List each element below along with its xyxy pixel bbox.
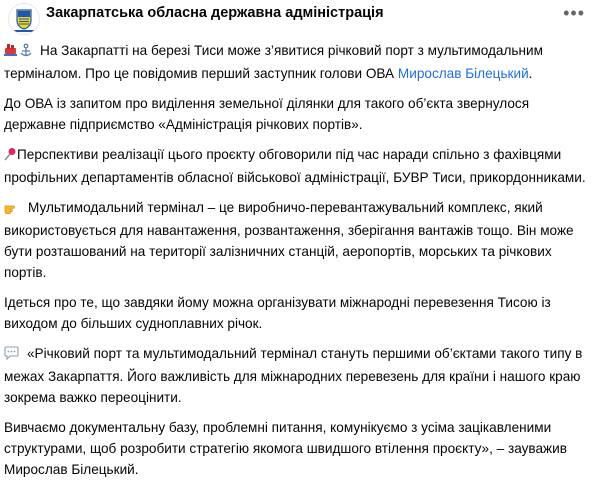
paragraph-4 — [4, 197, 592, 283]
paragraph-3-text: Перспективи реалізації цього проєкту обговорили під час наради спільно з фахівцями профільних департаментів обласної військової адміністрації, БУВР Тиси, прикордонниками. — [4, 147, 586, 185]
paragraph-1-text: На Закарпатті на березі Тиси може з’явитися річковий порт з мультимодальним терміналом. Про це повідомив перший заступник голови ОВА — [4, 43, 543, 81]
ship-anchor-icon — [4, 42, 34, 63]
post-header — [0, 0, 601, 36]
paragraph-4-text: Мультимодальний термінал – це виробничо-перевантажувальний комплекс, який використовується для навантаження, розвантаження, зберігання вантажів тощо. Він може бути розташований на території залізничних станцій, аеропортів, морських та річкових портів. — [4, 200, 574, 280]
speech-bubble-icon — [4, 345, 19, 366]
page-name[interactable]: Закарпатська обласна державна адміністрація — [46, 5, 384, 21]
paragraph-2: До ОВА із запитом про виділення земельної ділянки для такого об’єкта звернулося державне підприємство «Адміністрація річкових портів». — [4, 96, 530, 132]
more-options-icon[interactable]: ••• — [563, 3, 585, 23]
paragraph-6 — [4, 343, 592, 408]
pointing-hand-icon — [4, 199, 18, 220]
page-avatar[interactable] — [8, 3, 40, 35]
paragraph-1-end: . — [528, 66, 533, 81]
mention-link[interactable]: Мирослав Білецький — [397, 66, 529, 81]
pushpin-icon — [4, 146, 17, 167]
coat-of-arms-icon — [9, 4, 39, 34]
paragraph-5: Ідеться про те, що завдяки йому можна організувати міжнародні перевезення Тисою із виходом до більших судноплавних річок. — [4, 295, 551, 331]
paragraph-7: Вивчаємо документальну базу, проблемні питання, комунікуємо з усіма зацікавленими структурами, щоб розробити стратегію якомога швидшого втілення проєкту», – зауважив Мирослав Білецький. — [4, 420, 567, 477]
post-body — [4, 40, 592, 489]
paragraph-3 — [4, 144, 592, 188]
paragraph-1 — [4, 40, 592, 84]
paragraph-6-text: «Річковий порт та мультимодальний термінал стануть першими об’єктами такого типу в межах Закарпаття. Його важливість для міжнародних перевезень для країни і нашого краю зокрема важко переоцінити. — [4, 346, 583, 405]
